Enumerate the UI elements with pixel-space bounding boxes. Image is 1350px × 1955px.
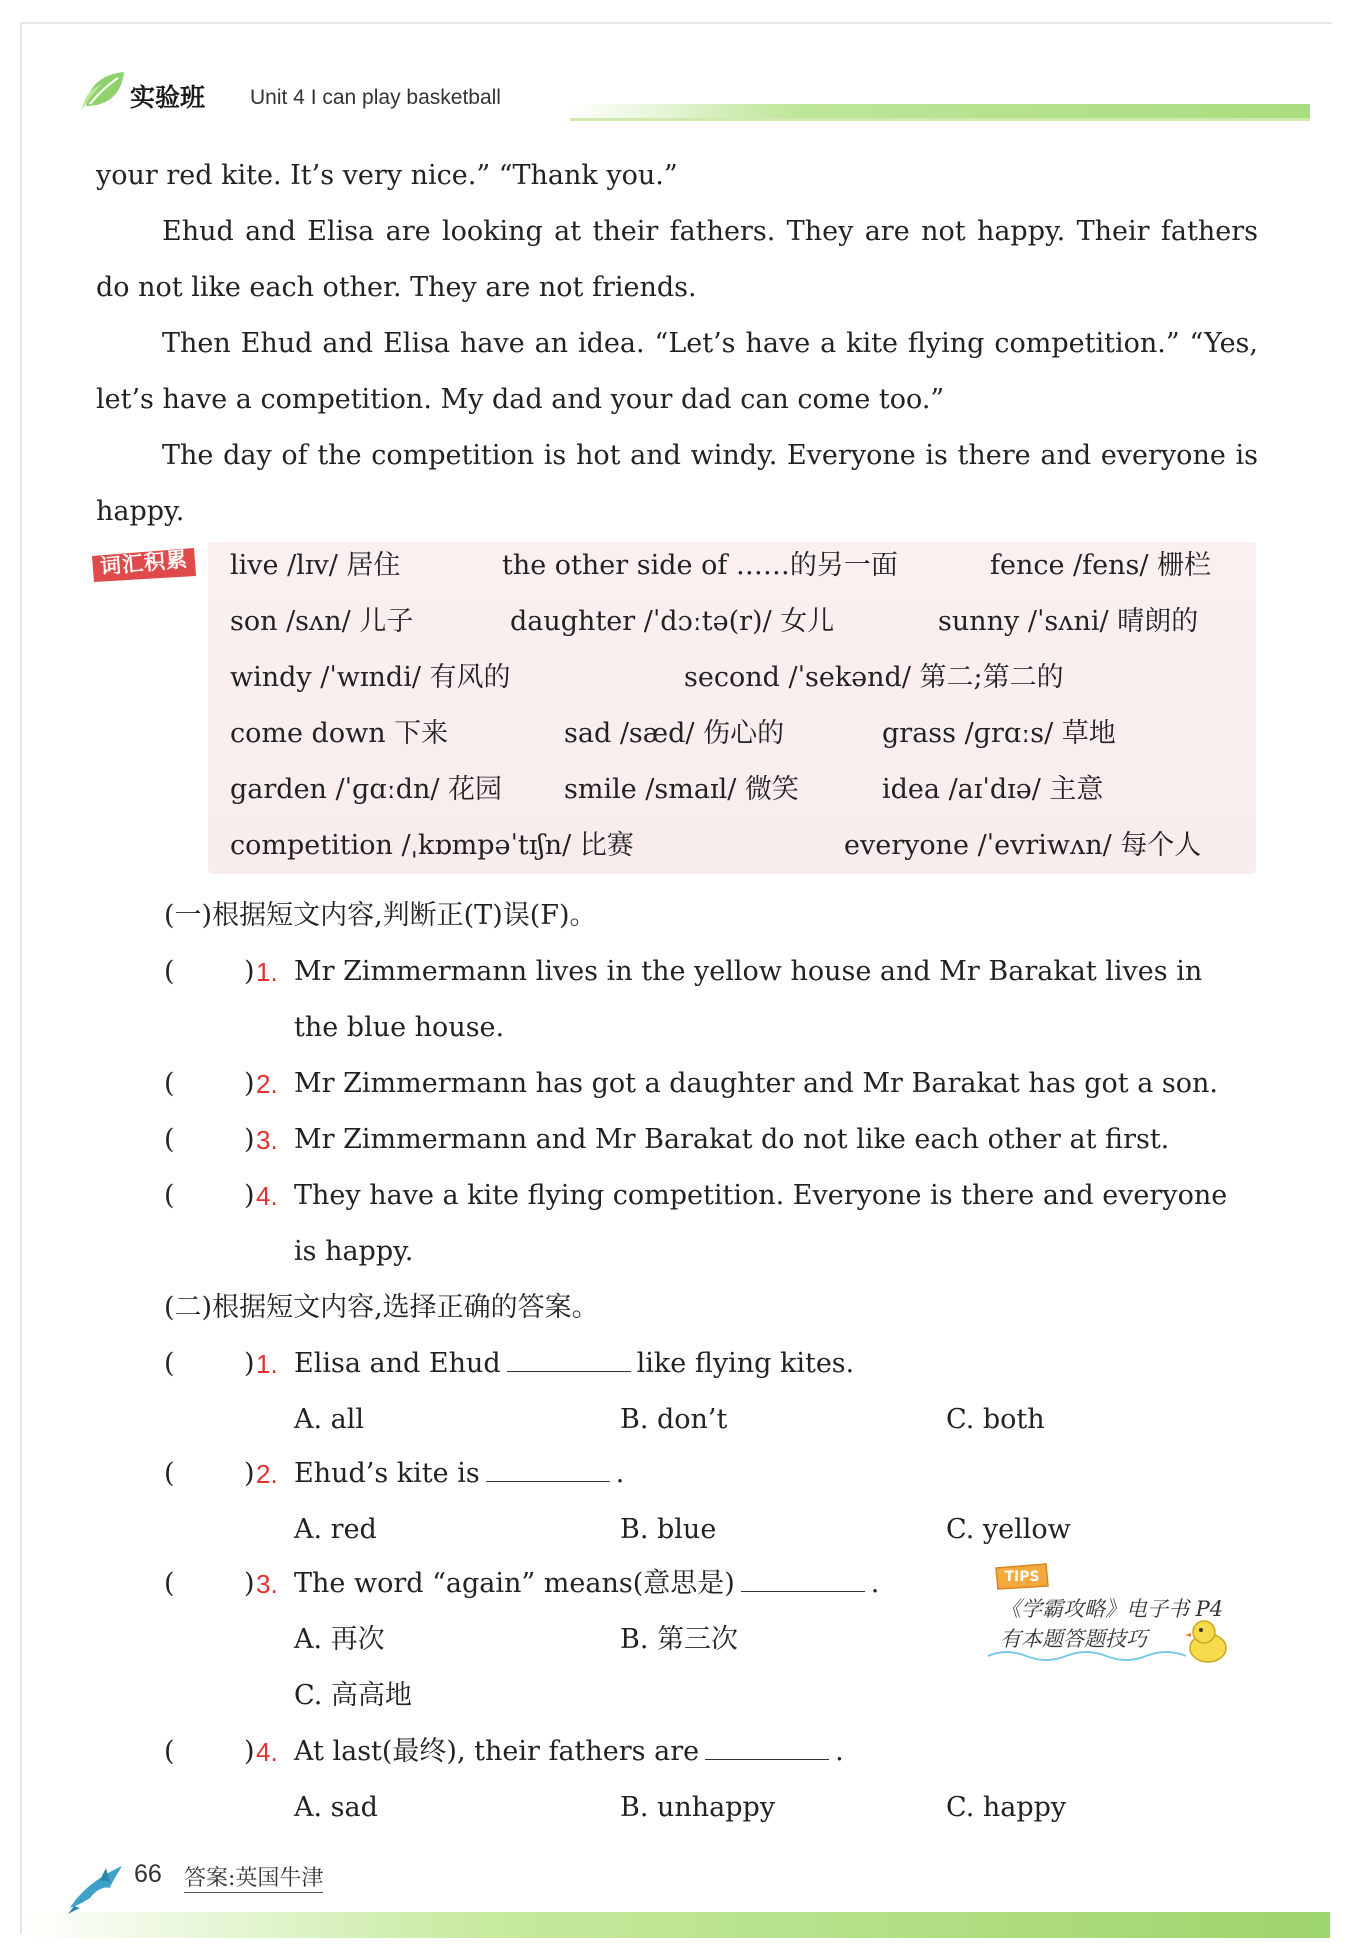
question-text [294, 1168, 1262, 1280]
question-number: 3. [256, 1125, 278, 1155]
answer-paren-close: ) [244, 1348, 255, 1379]
question-number: 4. [256, 1181, 278, 1211]
question-text [294, 1446, 1262, 1502]
mc-question [164, 1446, 1262, 1502]
answer-paren-open: ( [164, 1348, 175, 1379]
dolphin-icon [66, 1858, 130, 1914]
header-stripe [570, 104, 1310, 118]
answer-paren-close: ) [244, 956, 255, 987]
question-stem: Elisa and Ehud [294, 1348, 501, 1379]
answer-blank[interactable] [486, 1451, 610, 1482]
page-number: 66 [134, 1860, 162, 1888]
question-line: is happy. [294, 1236, 414, 1267]
unit-title: Unit 4 I can play basketball [250, 86, 501, 109]
question-stem-end: . [835, 1736, 844, 1767]
answer-blank[interactable] [507, 1341, 631, 1372]
vocab-entry: garden /ˈɡɑːdn/ 花园 [230, 774, 503, 805]
option-b[interactable]: B. 第三次 [620, 1624, 739, 1655]
question-stem: The word “again” means(意思是) [294, 1568, 735, 1599]
tips-line: 有本题答题技巧 [1000, 1627, 1147, 1651]
tf-question [164, 944, 1262, 1056]
answer-blank[interactable] [705, 1729, 829, 1760]
option-c[interactable]: C. 高高地 [294, 1680, 412, 1711]
answer-label: 答案:英国牛津 [184, 1866, 324, 1891]
vocab-entry: come down 下来 [230, 718, 449, 749]
vocab-entry: sad /sæd/ 伤心的 [564, 718, 785, 749]
question-number: 3. [256, 1569, 278, 1599]
part1-title: (一)根据短文内容,判断正(T)误(F)。 [164, 900, 597, 931]
footer-stripe [20, 1912, 1330, 1938]
mc-question [164, 1724, 1262, 1780]
question-stem: At last(最终), their fathers are [294, 1736, 700, 1767]
story-paragraph: Ehud and Elisa are looking at their fathers. They are not happy. Their fathers do not like each other. They are not friends. [96, 216, 1258, 303]
question-line: Mr Zimmermann has got a daughter and Mr Barakat has got a son. [294, 1068, 1218, 1099]
vocab-entry: fence /fens/ 栅栏 [990, 550, 1212, 581]
vocab-entry: sunny /ˈsʌni/ 晴朗的 [938, 606, 1199, 637]
vocab-entry: everyone /ˈevriwʌn/ 每个人 [844, 830, 1202, 861]
option-a[interactable]: A. all [294, 1404, 365, 1435]
vocab-entry: competition /ˌkɒmpəˈtɪʃn/ 比赛 [230, 830, 634, 861]
question-number: 1. [256, 957, 278, 987]
mc-question [164, 1556, 924, 1612]
vocab-entry: second /ˈsekənd/ 第二;第二的 [684, 662, 1064, 693]
option-b[interactable]: B. unhappy [620, 1792, 776, 1823]
question-line: Mr Zimmermann and Mr Barakat do not like each other at first. [294, 1124, 1170, 1155]
story-paragraph: your red kite. It’s very nice.” “Thank you.” [96, 160, 678, 191]
vocab-entry: idea /aɪˈdɪə/ 主意 [882, 774, 1104, 805]
question-number: 2. [256, 1069, 278, 1099]
question-text [294, 1112, 1262, 1168]
question-number: 4. [256, 1737, 278, 1767]
option-c[interactable]: C. happy [946, 1792, 1067, 1823]
question-stem-end: like flying kites. [636, 1348, 855, 1379]
answer-paren-close: ) [244, 1458, 255, 1489]
vocab-entry: daughter /ˈdɔːtə(r)/ 女儿 [510, 606, 835, 637]
answer-paren-close: ) [244, 1736, 255, 1767]
question-stem-end: . [870, 1568, 880, 1599]
question-text [294, 1336, 1262, 1392]
tips-line: 《学霸攻略》电子书 P4 [1000, 1597, 1224, 1621]
tf-question [164, 1112, 1262, 1168]
question-line: the blue house. [294, 1012, 505, 1043]
vocab-entry: live /lɪv/ 居住 [230, 550, 401, 581]
vocabulary-badge-label: 词汇积累 [99, 547, 189, 579]
answer-paren-open: ( [164, 956, 175, 987]
part2-title: (二)根据短文内容,选择正确的答案。 [164, 1292, 599, 1323]
question-text [294, 1056, 1262, 1112]
answer-paren-open: ( [164, 1180, 175, 1211]
answer-paren-open: ( [164, 1124, 175, 1155]
option-b[interactable]: B. don’t [620, 1404, 728, 1435]
question-text [294, 944, 1262, 1056]
vocab-entry: the other side of ……的另一面 [502, 550, 898, 581]
tips-box [986, 1560, 1246, 1672]
question-stem: Ehud’s kite is [294, 1458, 480, 1489]
story-paragraph: The day of the competition is hot and windy. Everyone is there and everyone is happy. [96, 440, 1258, 527]
story-paragraph: Then Ehud and Elisa have an idea. “Let’s have a kite flying competition.” “Yes, let’s have a competition. My dad and your dad can come too.” [96, 328, 1258, 415]
answer-paren-close: ) [244, 1180, 255, 1211]
option-a[interactable]: A. 再次 [294, 1624, 385, 1655]
answer-paren-close: ) [244, 1068, 255, 1099]
option-c[interactable]: C. both [946, 1404, 1045, 1435]
vocab-entry: son /sʌn/ 儿子 [230, 606, 414, 637]
answer-paren-open: ( [164, 1068, 175, 1099]
answer-paren-open: ( [164, 1458, 175, 1489]
chick-icon [1182, 1616, 1232, 1666]
mc-question [164, 1336, 1262, 1392]
option-b[interactable]: B. blue [620, 1514, 717, 1545]
vocabulary-box [88, 538, 1256, 876]
page-header [80, 64, 1310, 120]
story-text [96, 148, 1258, 540]
vocab-entry: smile /smaɪl/ 微笑 [564, 774, 799, 805]
leaf-logo-icon [80, 66, 128, 114]
brand-name: 实验班 [130, 83, 206, 112]
tf-question [164, 1056, 1262, 1112]
vocab-entry: grass /ɡrɑːs/ 草地 [882, 718, 1116, 749]
answer-blank[interactable] [741, 1561, 865, 1592]
question-number: 2. [256, 1459, 278, 1489]
question-number: 1. [256, 1349, 278, 1379]
question-line: They have a kite flying competition. Everyone is there and everyone [294, 1180, 1228, 1211]
tips-badge-icon [994, 1562, 1050, 1590]
answer-paren-open: ( [164, 1568, 175, 1599]
question-text [294, 1556, 924, 1612]
vocab-entry: windy /ˈwɪndi/ 有风的 [230, 662, 511, 693]
option-a[interactable]: A. red [294, 1514, 377, 1545]
answer-paren-open: ( [164, 1736, 175, 1767]
option-a[interactable]: A. sad [294, 1792, 378, 1823]
question-line: Mr Zimmermann lives in the yellow house and Mr Barakat lives in [294, 956, 1203, 987]
answer-paren-close: ) [244, 1124, 255, 1155]
question-stem-end: . [615, 1458, 625, 1489]
answer-paren-close: ) [244, 1568, 255, 1599]
tf-question [164, 1168, 1262, 1280]
question-text [294, 1724, 1262, 1780]
option-c[interactable]: C. yellow [946, 1514, 1071, 1545]
tips-badge-label: TIPS [1004, 1569, 1040, 1585]
